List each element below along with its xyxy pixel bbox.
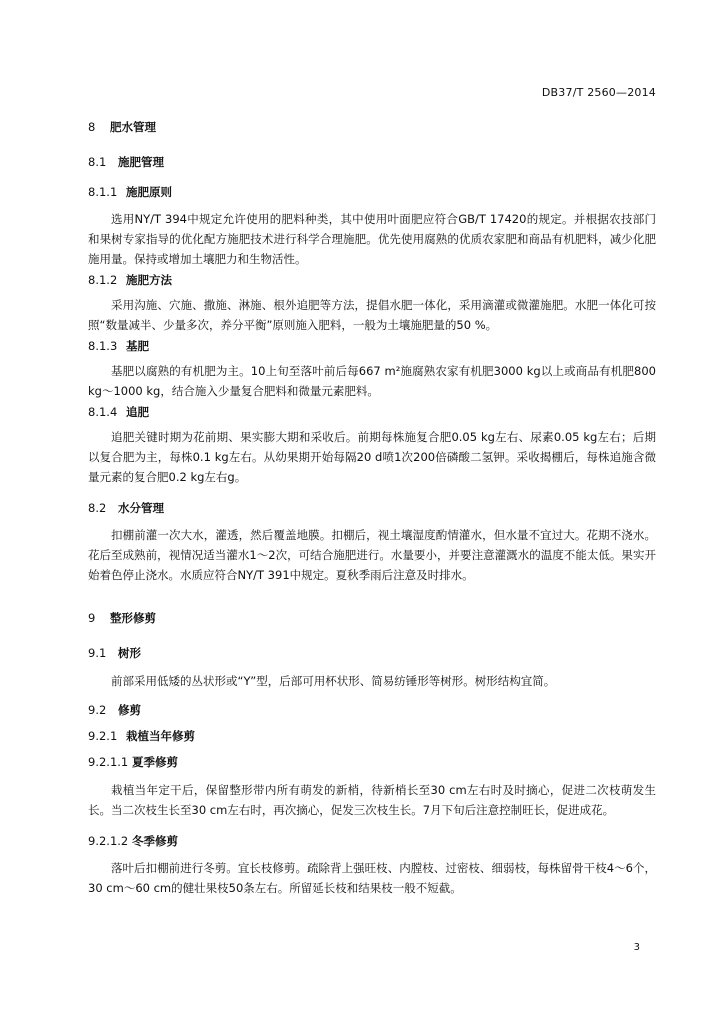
section-8-1-3-body: 基肥以腐熟的有机肥为主。10上旬至落叶前后每667 m²施腐熟农家有机肥3000 kg以上或商品有机肥800 kg～1000 kg，结合施入少量复合肥料和微量元素肥料。 bbox=[88, 364, 656, 398]
document-body bbox=[88, 118, 656, 898]
section-title: 夏季修剪 bbox=[132, 755, 179, 769]
section-9-heading bbox=[88, 609, 656, 627]
section-9-2-1-2-body: 落叶后扣棚前进行冬剪。宜长枝修剪。疏除背上强旺枝、内膛枝、过密枝、细弱枝，每株留骨干枝4～6个，30 cm～60 cm的健壮果枝50条左右。所留延长枝和结果枝一般不短截。 bbox=[88, 861, 656, 895]
section-8-2-heading bbox=[88, 499, 656, 517]
section-title: 修剪 bbox=[118, 703, 142, 717]
section-8-1-heading bbox=[88, 153, 656, 171]
section-number: 8.1 bbox=[88, 155, 107, 169]
section-9-1-body: 前部采用低矮的丛状形或“Y”型，后部可用杯状形、简易纺锤形等树形。树形结构宜简。 bbox=[111, 674, 556, 688]
section-title: 整形修剪 bbox=[110, 611, 157, 625]
section-8-1-1-body: 选用NY/T 394中规定允许使用的肥料种类，其中使用叶面肥应符合GB/T 17420的规定。并根据农技部门和果树专家指导的优化配方施肥技术进行科学合理施肥。优先使用腐熟的优质农家肥和商品有机肥料，减少化肥施用量。保持或增加土壤肥力和生物活性。 bbox=[88, 212, 656, 266]
section-8-1-4-heading bbox=[88, 403, 656, 421]
section-number: 8.1.1 bbox=[88, 185, 118, 199]
section-title: 冬季修剪 bbox=[132, 834, 179, 848]
section-8-1-3-heading bbox=[88, 337, 656, 355]
section-title: 栽植当年修剪 bbox=[126, 729, 196, 743]
section-title: 树形 bbox=[118, 646, 142, 660]
section-title: 施肥方法 bbox=[126, 273, 173, 287]
section-9-2-1-2-heading bbox=[88, 832, 656, 850]
section-title: 基肥 bbox=[126, 339, 150, 353]
section-9-2-1-heading bbox=[88, 727, 656, 745]
section-9-2-heading bbox=[88, 701, 656, 719]
section-8-1-2-heading bbox=[88, 271, 656, 289]
section-8-2-body: 扣棚前灌一次大水，灌透，然后覆盖地膜。扣棚后，视土壤湿度酌情灌水，但水量不宜过大。花期不浇水。花后至成熟前，视情况适当灌水1～2次，可结合施肥进行。水量要小，并要注意灌溉水的温度不能太低。果实开始着色停止浇水。水质应符合NY/T 391中规定。夏秋季雨后注意及时排水。 bbox=[88, 528, 656, 582]
section-8-1-2-body: 采用沟施、穴施、撒施、淋施、根外追肥等方法，提倡水肥一体化，采用滴灌或微灌施肥。水肥一体化可按照“数量减半、少量多次，养分平衡”原则施入肥料，一般为土壤施肥量的50 %。 bbox=[88, 298, 656, 332]
section-8-heading bbox=[88, 118, 656, 136]
section-8-1-4-body: 追肥关键时期为花前期、果实膨大期和采收后。前期每株施复合肥0.05 kg左右、尿素0.05 kg左右；后期以复合肥为主，每株0.1 kg左右。从幼果期开始每隔20 d喷1次200倍磷酸二氢钾。采收揭棚后，每株追施含微量元素的复合肥0.2 kg左右g。 bbox=[88, 430, 656, 484]
section-number: 9.2.1 bbox=[88, 729, 118, 743]
standard-code: DB37/T 2560—2014 bbox=[541, 86, 656, 99]
section-number: 8.1.3 bbox=[88, 339, 118, 353]
section-9-2-1-1-body: 栽植当年定干后，保留整形带内所有萌发的新梢，待新梢长至30 cm左右时及时摘心，促进二次枝萌发生长。当二次枝生长至30 cm左右时，再次摘心，促发三次枝生长。7月下旬后注意控制旺长，促进成花。 bbox=[88, 783, 656, 817]
section-8-1-1-heading bbox=[88, 183, 656, 201]
section-title: 施肥管理 bbox=[118, 155, 165, 169]
section-9-1-heading bbox=[88, 644, 656, 662]
section-number: 9.1 bbox=[88, 646, 107, 660]
section-number: 8.1.4 bbox=[88, 405, 118, 419]
section-number: 9.2 bbox=[88, 703, 107, 717]
section-title: 施肥原则 bbox=[126, 185, 173, 199]
section-number: 8.1.2 bbox=[88, 273, 118, 287]
section-title: 肥水管理 bbox=[110, 120, 157, 134]
section-number: 8.2 bbox=[88, 501, 107, 515]
section-number: 9 bbox=[88, 611, 96, 625]
section-number: 9.2.1.2 bbox=[88, 834, 129, 848]
section-title: 追肥 bbox=[126, 405, 150, 419]
section-title: 水分管理 bbox=[118, 501, 165, 515]
section-number: 9.2.1.1 bbox=[88, 755, 129, 769]
page-number: 3 bbox=[633, 942, 640, 953]
section-9-2-1-1-heading bbox=[88, 753, 656, 771]
section-number: 8 bbox=[88, 120, 96, 134]
